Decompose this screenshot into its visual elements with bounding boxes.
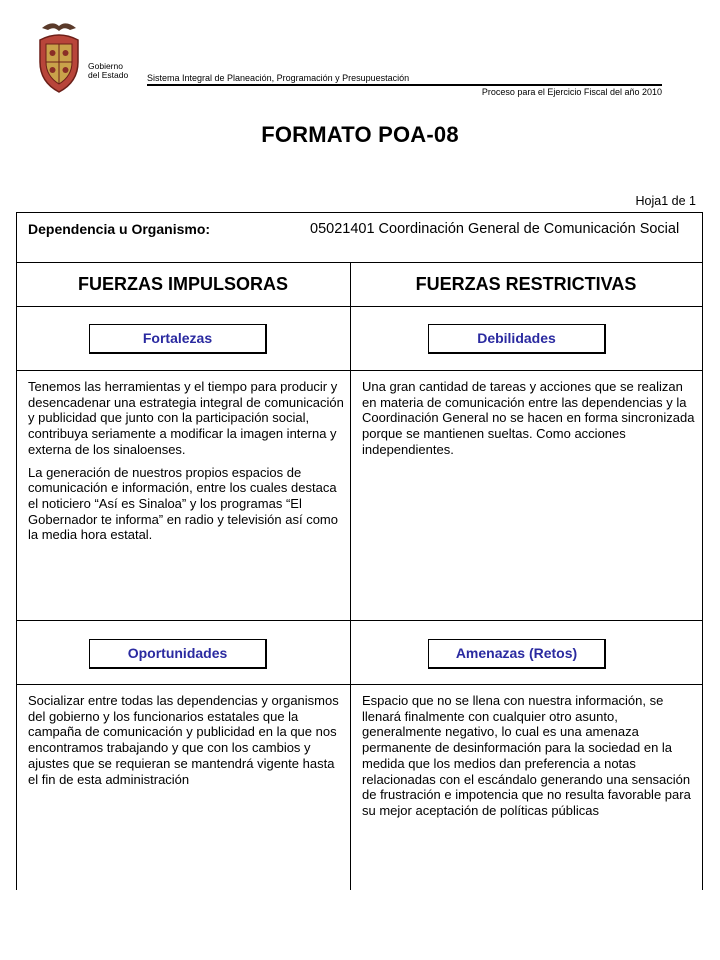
table-border-left — [16, 212, 17, 890]
column-header-restrictivas: FUERZAS RESTRICTIVAS — [415, 274, 637, 294]
page-counter: Hoja1 de 1 — [635, 194, 696, 208]
process-year: Proceso para el Ejercicio Fiscal del año 2010 — [481, 87, 662, 97]
page-title: FORMATO POA-08 — [261, 122, 459, 147]
oportunidades-label: Oportunidades — [89, 639, 267, 669]
column-header-impulsoras: FUERZAS IMPULSORAS — [77, 274, 288, 294]
row-divider — [16, 262, 702, 263]
header-divider — [147, 84, 662, 86]
row-divider — [16, 620, 702, 621]
fortalezas-text — [28, 379, 344, 550]
amenazas-label: Amenazas (Retos) — [428, 639, 606, 669]
government-label: Gobierno del Estado — [88, 61, 129, 80]
fortalezas-paragraph-1: Tenemos las herramientas y el tiempo para producir y desencadenar una estrategia integral de comunicación y publicidad que junto con la participación social, contribuya seriamente a modificar la imagen interna y externa de los sinaloenses. — [28, 379, 344, 457]
dependency-value: 05021401 Coordinación General de Comunicación Social — [310, 221, 680, 237]
debilidades-text: Una gran cantidad de tareas y acciones que se realizan en materia de comunicación entre las dependencias y la Coordinación General no se hacen en forma sincronizada porque se mantienen sueltas. Como acciones independientes. — [362, 379, 695, 457]
dependency-label: Dependencia u Organismo: — [28, 221, 211, 237]
column-divider — [350, 262, 351, 890]
system-title: Sistema Integral de Planeación, Programación y Presupuestación — [147, 73, 410, 83]
fortalezas-label: Fortalezas — [89, 324, 267, 354]
amenazas-text: Espacio que no se llena con nuestra información, se llenará finalmente con cualquier otro asunto, generalmente negativo, lo cual es una amenaza permanente de desinformación para la sociedad en la medida que los medios dan preferencia a notas relacionadas con el escándalo generando una sensación de frustración e impotencia que no resulta favorable para su mejor aceptación de políticas públicas — [362, 693, 691, 818]
row-divider — [16, 370, 702, 371]
table-border-top — [16, 212, 702, 213]
row-divider — [16, 306, 702, 307]
oportunidades-text: Socializar entre todas las dependencias y organismos del gobierno y los funcionarios estatales que la campaña de comunicación y publicidad en la que nos encontramos trabajando y que con los cambios y ajustes que se requieran se mantendrá vigente hasta el fin de esta administración — [28, 693, 339, 787]
fortalezas-paragraph-2: La generación de nuestros propios espacios de comunicación e información, entre los cuales destaca el noticiero “Así es Sinaloa” y los programas “El Gobernador te informa” en radio y televisión así como la media hora estatal. — [28, 464, 338, 543]
state-coat-of-arms-icon — [34, 18, 84, 98]
table-border-right — [702, 212, 703, 890]
debilidades-label: Debilidades — [428, 324, 606, 354]
row-divider — [16, 684, 702, 685]
